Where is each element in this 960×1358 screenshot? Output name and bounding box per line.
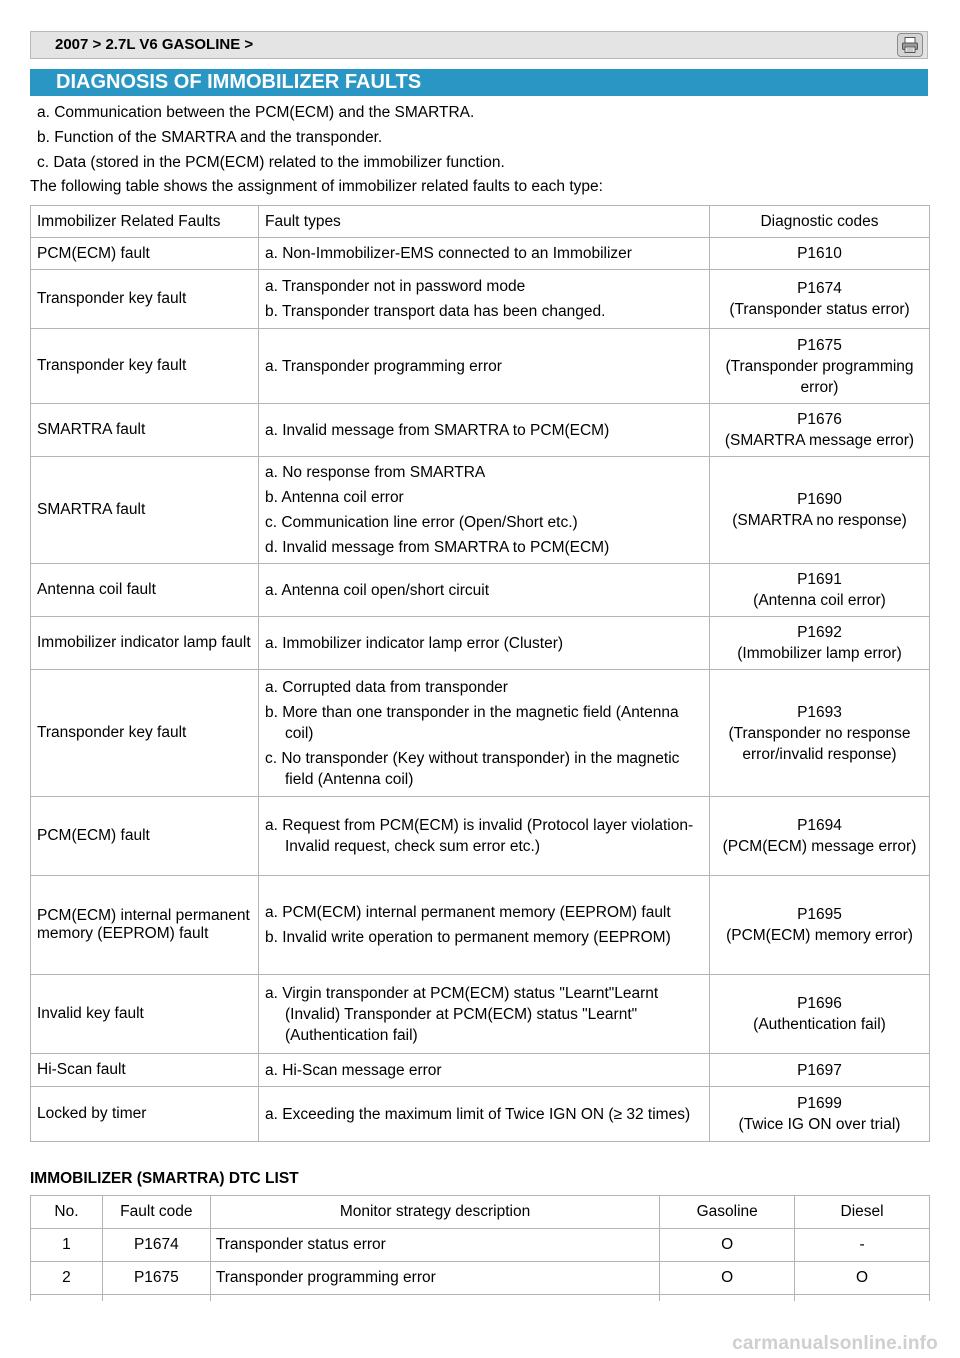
dtc-code: P1675 — [797, 336, 842, 354]
dtc-diesel: O — [795, 1262, 930, 1295]
dtc-code: P1674 — [102, 1229, 210, 1262]
dtc-number: 1 — [31, 1229, 103, 1262]
dtc-code: P1696 — [797, 995, 842, 1012]
table-row-cut — [31, 1295, 930, 1302]
dtc-code-description: (Authentication fail) — [753, 1016, 886, 1033]
fault-type-item: a. Non-Immobilizer-EMS connected to an Immobilizer — [265, 245, 632, 262]
page-title: DIAGNOSIS OF IMMOBILIZER FAULTS — [30, 69, 928, 96]
dtc-code: P1675 — [102, 1262, 210, 1295]
table-row — [31, 975, 930, 1054]
dtc-code: P1694 — [797, 817, 842, 834]
dtc-code: P1697 — [797, 1061, 842, 1079]
fault-types — [259, 329, 710, 404]
dtc-list-heading: IMMOBILIZER (SMARTRA) DTC LIST — [30, 1170, 299, 1187]
fault-type-item: a. Exceeding the maximum limit of Twice IGN ON (≥ 32 times) — [265, 1105, 691, 1123]
dtc-code-description: (PCM(ECM) message error) — [722, 838, 917, 855]
fault-type-item: a. Invalid message from SMARTRA to PCM(ECM) — [265, 421, 610, 439]
print-button[interactable] — [897, 33, 923, 57]
column-header: Immobilizer Related Faults — [31, 206, 259, 238]
cut-cell — [210, 1295, 659, 1302]
watermark: carmanualsonline.info — [732, 1333, 938, 1354]
dtc-code: P1676 — [797, 411, 842, 428]
dtc-description: Transponder programming error — [210, 1262, 659, 1295]
diagnostic-code — [710, 797, 930, 876]
breadcrumb-text: 2007 > 2.7L V6 GASOLINE > — [55, 36, 254, 53]
intro-item: c. Data (stored in the PCM(ECM) related to the immobilizer function. — [37, 154, 505, 171]
dtc-table — [30, 1195, 930, 1301]
fault-name: Transponder key fault — [31, 270, 259, 329]
dtc-gasoline: O — [660, 1262, 795, 1295]
diagnostic-code — [710, 564, 930, 617]
dtc-number: 2 — [31, 1262, 103, 1295]
cut-cell — [660, 1295, 795, 1302]
intro-text: The following table shows the assignment of immobilizer related faults to each type: — [30, 178, 603, 195]
fault-type-item: a. Transponder not in password mode — [265, 278, 526, 295]
fault-name: Transponder key fault — [31, 329, 259, 404]
dtc-diesel: - — [795, 1229, 930, 1262]
fault-name: Invalid key fault — [31, 975, 259, 1054]
fault-types — [259, 1054, 710, 1087]
fault-types — [259, 457, 710, 564]
column-header: Diesel — [795, 1196, 930, 1229]
table-row — [31, 797, 930, 876]
table-row — [31, 876, 930, 975]
table-row — [31, 1262, 930, 1295]
dtc-code: P1610 — [797, 245, 842, 262]
fault-name: Immobilizer indicator lamp fault — [31, 617, 259, 670]
fault-types — [259, 670, 710, 797]
diagnostic-code — [710, 238, 930, 270]
dtc-code: P1699 — [797, 1095, 842, 1112]
fault-type-item: a. Request from PCM(ECM) is invalid (Protocol layer violation- Invalid request, check sum error etc.) — [265, 817, 694, 855]
diagnostic-code — [710, 329, 930, 404]
table-row — [31, 564, 930, 617]
intro-item: b. Function of the SMARTRA and the transponder. — [37, 129, 383, 146]
dtc-table-body — [31, 1229, 930, 1302]
table-row — [31, 457, 930, 564]
fault-types — [259, 238, 710, 270]
fault-type-item: b. Invalid write operation to permanent memory (EEPROM) — [265, 929, 671, 946]
table-row — [31, 670, 930, 797]
fault-types — [259, 797, 710, 876]
table-row — [31, 1054, 930, 1087]
fault-types — [259, 617, 710, 670]
table-row — [31, 329, 930, 404]
cut-cell — [795, 1295, 930, 1302]
fault-type-item: a. Transponder programming error — [265, 357, 502, 375]
column-header: No. — [31, 1196, 103, 1229]
dtc-gasoline: O — [660, 1229, 795, 1262]
fault-types — [259, 876, 710, 975]
fault-types — [259, 404, 710, 457]
table-row — [31, 617, 930, 670]
fault-table — [30, 205, 930, 1142]
dtc-code-description: (Transponder programming error) — [725, 357, 914, 396]
intro-item: a. Communication between the PCM(ECM) and the SMARTRA. — [37, 104, 475, 121]
cut-cell — [102, 1295, 210, 1302]
breadcrumb — [30, 31, 928, 59]
dtc-description: Transponder status error — [210, 1229, 659, 1262]
fault-name: Antenna coil fault — [31, 564, 259, 617]
fault-type-item: a. Immobilizer indicator lamp error (Cluster) — [265, 634, 564, 652]
fault-type-item: a. Hi-Scan message error — [265, 1061, 442, 1079]
dtc-code-description: (SMARTRA no response) — [732, 512, 907, 529]
dtc-code: P1691 — [797, 571, 842, 588]
column-header: Diagnostic codes — [710, 206, 930, 238]
table-header-row — [31, 1196, 930, 1229]
dtc-code-description: (Twice IG ON over trial) — [738, 1116, 901, 1133]
fault-type-item: b. Antenna coil error — [265, 489, 404, 506]
cut-cell — [31, 1295, 103, 1302]
fault-name: PCM(ECM) fault — [31, 238, 259, 270]
dtc-code-description: (Immobilizer lamp error) — [737, 645, 902, 662]
column-header: Monitor strategy description — [210, 1196, 659, 1229]
fault-type-item: a. No response from SMARTRA — [265, 464, 486, 481]
dtc-code-description: (PCM(ECM) memory error) — [726, 927, 913, 944]
column-header: Fault types — [259, 206, 710, 238]
fault-type-item: b. Transponder transport data has been changed. — [265, 303, 606, 320]
table-row — [31, 270, 930, 329]
diagnostic-code — [710, 617, 930, 670]
diagnostic-code — [710, 404, 930, 457]
fault-type-item: c. No transponder (Key without transponder) in the magnetic field (Antenna coil) — [265, 749, 680, 788]
table-header-row — [31, 206, 930, 238]
table-row — [31, 1229, 930, 1262]
fault-name: Transponder key fault — [31, 670, 259, 797]
dtc-code-description: (Antenna coil error) — [753, 592, 886, 609]
diagnostic-code — [710, 457, 930, 564]
table-row — [31, 404, 930, 457]
diagnostic-code — [710, 876, 930, 975]
dtc-code: P1674 — [797, 280, 842, 297]
diagnostic-code — [710, 975, 930, 1054]
fault-type-item: c. Communication line error (Open/Short etc.) — [265, 514, 578, 531]
fault-type-item: b. More than one transponder in the magnetic field (Antenna coil) — [265, 703, 679, 742]
fault-name: SMARTRA fault — [31, 404, 259, 457]
table-row — [31, 1087, 930, 1142]
dtc-code-description: (SMARTRA message error) — [724, 432, 915, 449]
fault-type-item: a. Virgin transponder at PCM(ECM) status "Learnt"Learnt (Invalid) Transponder at PCM(ECM) status "Learnt"(Authentication fail) — [265, 984, 659, 1044]
dtc-code-description: (Transponder status error) — [729, 301, 910, 318]
dtc-code: P1690 — [797, 491, 842, 508]
dtc-code-description: (Transponder no response error/invalid response) — [728, 724, 911, 763]
dtc-code: P1692 — [797, 624, 842, 641]
fault-name: Locked by timer — [31, 1087, 259, 1142]
fault-name: PCM(ECM) fault — [31, 797, 259, 876]
fault-types — [259, 1087, 710, 1142]
fault-table-body — [31, 238, 930, 1142]
diagnostic-code — [710, 270, 930, 329]
fault-type-item: d. Invalid message from SMARTRA to PCM(ECM) — [265, 539, 610, 556]
fault-type-item: a. Antenna coil open/short circuit — [265, 581, 490, 599]
printer-icon — [901, 36, 919, 54]
diagnostic-code — [710, 1054, 930, 1087]
fault-name: Hi-Scan fault — [31, 1054, 259, 1087]
dtc-code: P1695 — [797, 906, 842, 923]
table-row — [31, 238, 930, 270]
column-header: Gasoline — [660, 1196, 795, 1229]
fault-types — [259, 975, 710, 1054]
fault-name: PCM(ECM) internal permanent memory (EEPROM) fault — [31, 876, 259, 975]
fault-type-item: a. PCM(ECM) internal permanent memory (EEPROM) fault — [265, 904, 671, 921]
diagnostic-code — [710, 1087, 930, 1142]
column-header: Fault code — [102, 1196, 210, 1229]
fault-type-item: a. Corrupted data from transponder — [265, 678, 508, 696]
dtc-code: P1693 — [797, 703, 842, 721]
fault-name: SMARTRA fault — [31, 457, 259, 564]
fault-types — [259, 564, 710, 617]
diagnostic-code — [710, 670, 930, 797]
fault-types — [259, 270, 710, 329]
